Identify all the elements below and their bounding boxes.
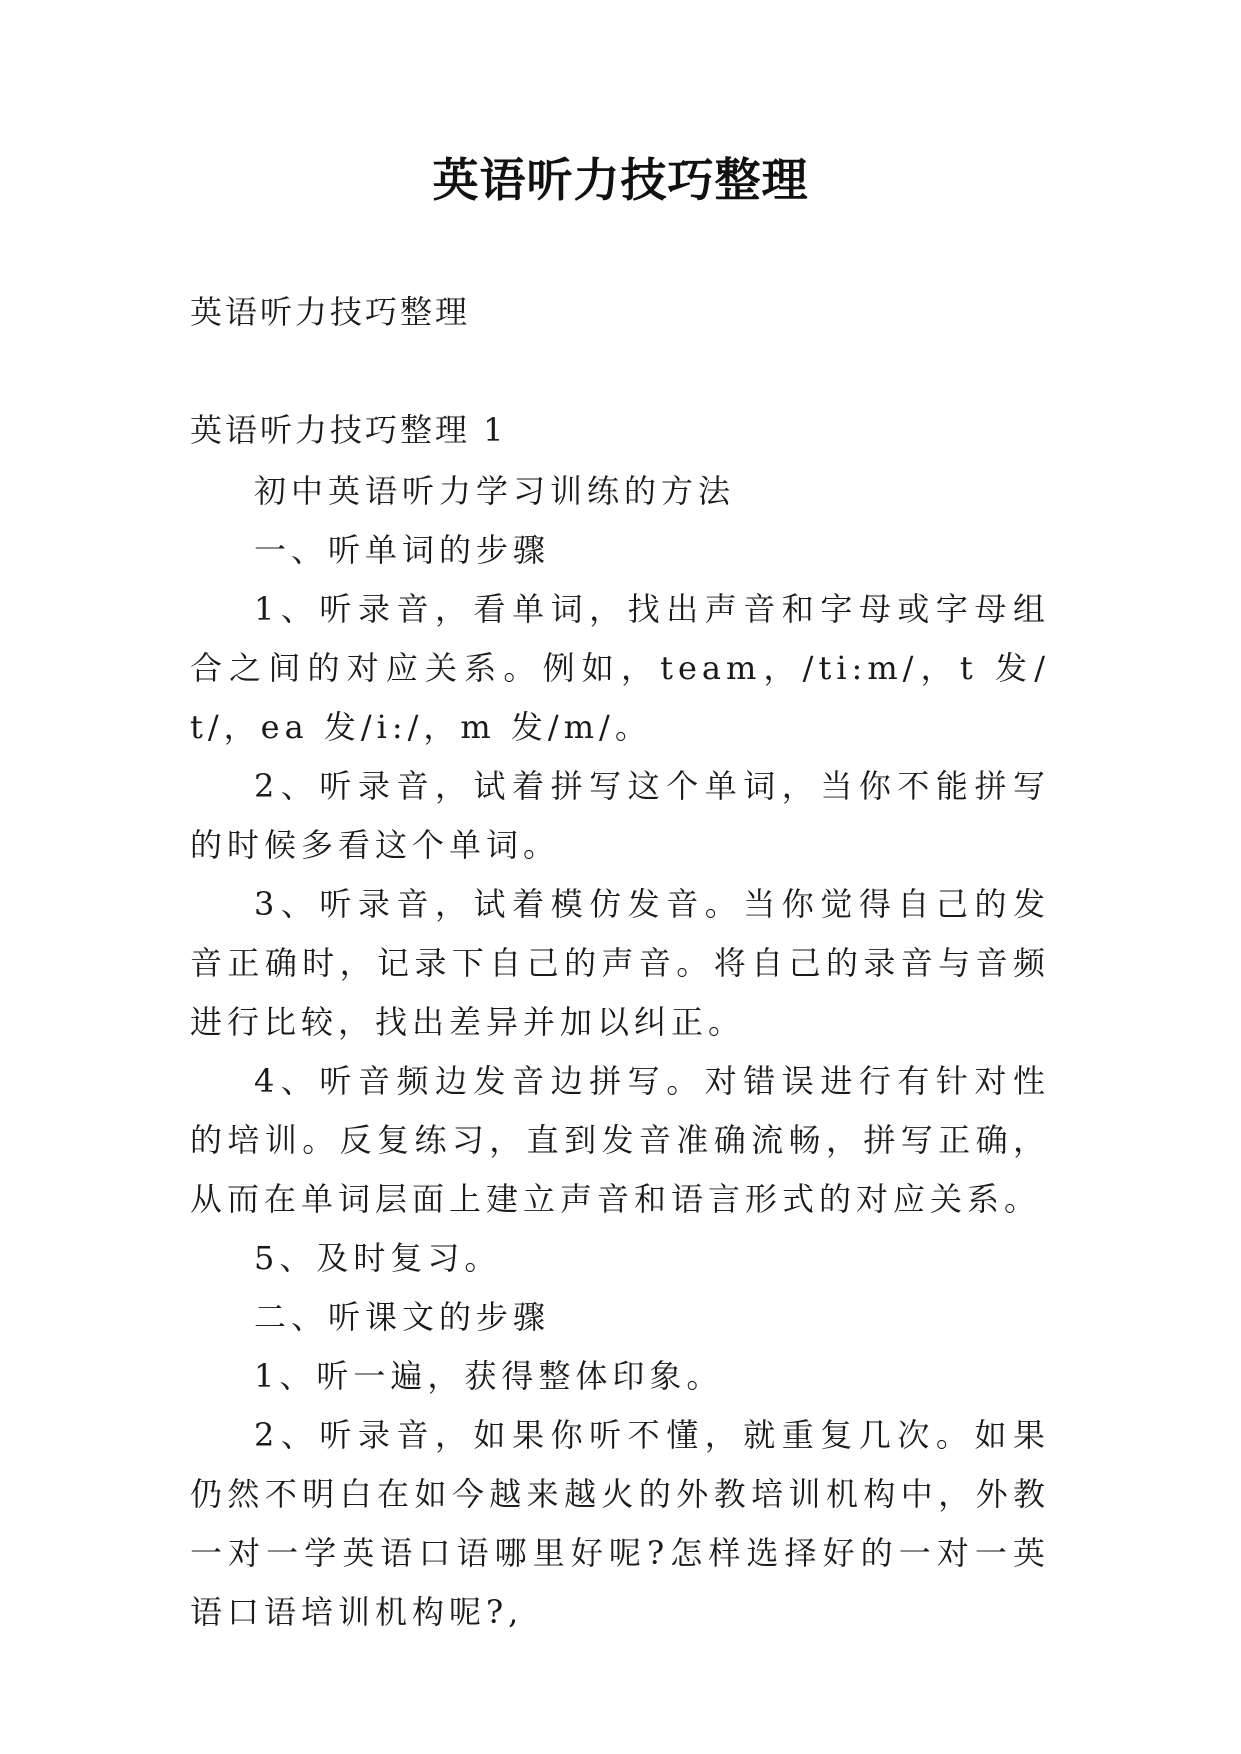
- paragraph-word-step-5: 5、及时复习。: [254, 1239, 502, 1277]
- paragraph-word-step-2: 2、听录音，试着拼写这个单词，当你不能拼写的时候多看这个单词。: [190, 767, 1050, 864]
- paragraph-method-heading: 初中英语听力学习训练的方法: [254, 472, 736, 510]
- paragraph-word-step-4: 4、听音频边发音边拼写。对错误进行有针对性的培训。反复练习，直到发音准确流畅，拼写正确，从而在单词层面上建立声音和语言形式的对应关系。: [190, 1062, 1050, 1218]
- paragraph-text-steps-heading: 二、听课文的步骤: [254, 1298, 551, 1336]
- paragraph-word-step-3: 3、听录音，试着模仿发音。当你觉得自己的发音正确时，记录下自己的声音。将自己的录音与音频进行比较，找出差异并加以纠正。: [190, 885, 1050, 1041]
- document-subtitle: 英语听力技巧整理: [190, 293, 471, 331]
- paragraph-word-steps-heading: 一、听单词的步骤: [254, 531, 551, 569]
- paragraph-text-step-1: 1、听一遍，获得整体印象。: [254, 1357, 724, 1395]
- paragraph-word-step-1: 1、听录音，看单词，找出声音和字母或字母组合之间的对应关系。例如，team，/ti:m/，t 发/t/，ea 发/i:/，m 发/m/。: [190, 590, 1050, 746]
- paragraph-text-step-2: 2、听录音，如果你听不懂，就重复几次。如果仍然不明白在如今越来越火的外教培训机构中，外教一对一学英语口语哪里好呢?怎样选择好的一对一英语口语培训机构呢?,: [190, 1416, 1050, 1631]
- section-heading: 英语听力技巧整理 1: [190, 411, 507, 449]
- document-title: 英语听力技巧整理: [432, 153, 809, 207]
- document-body: [190, 462, 1050, 1642]
